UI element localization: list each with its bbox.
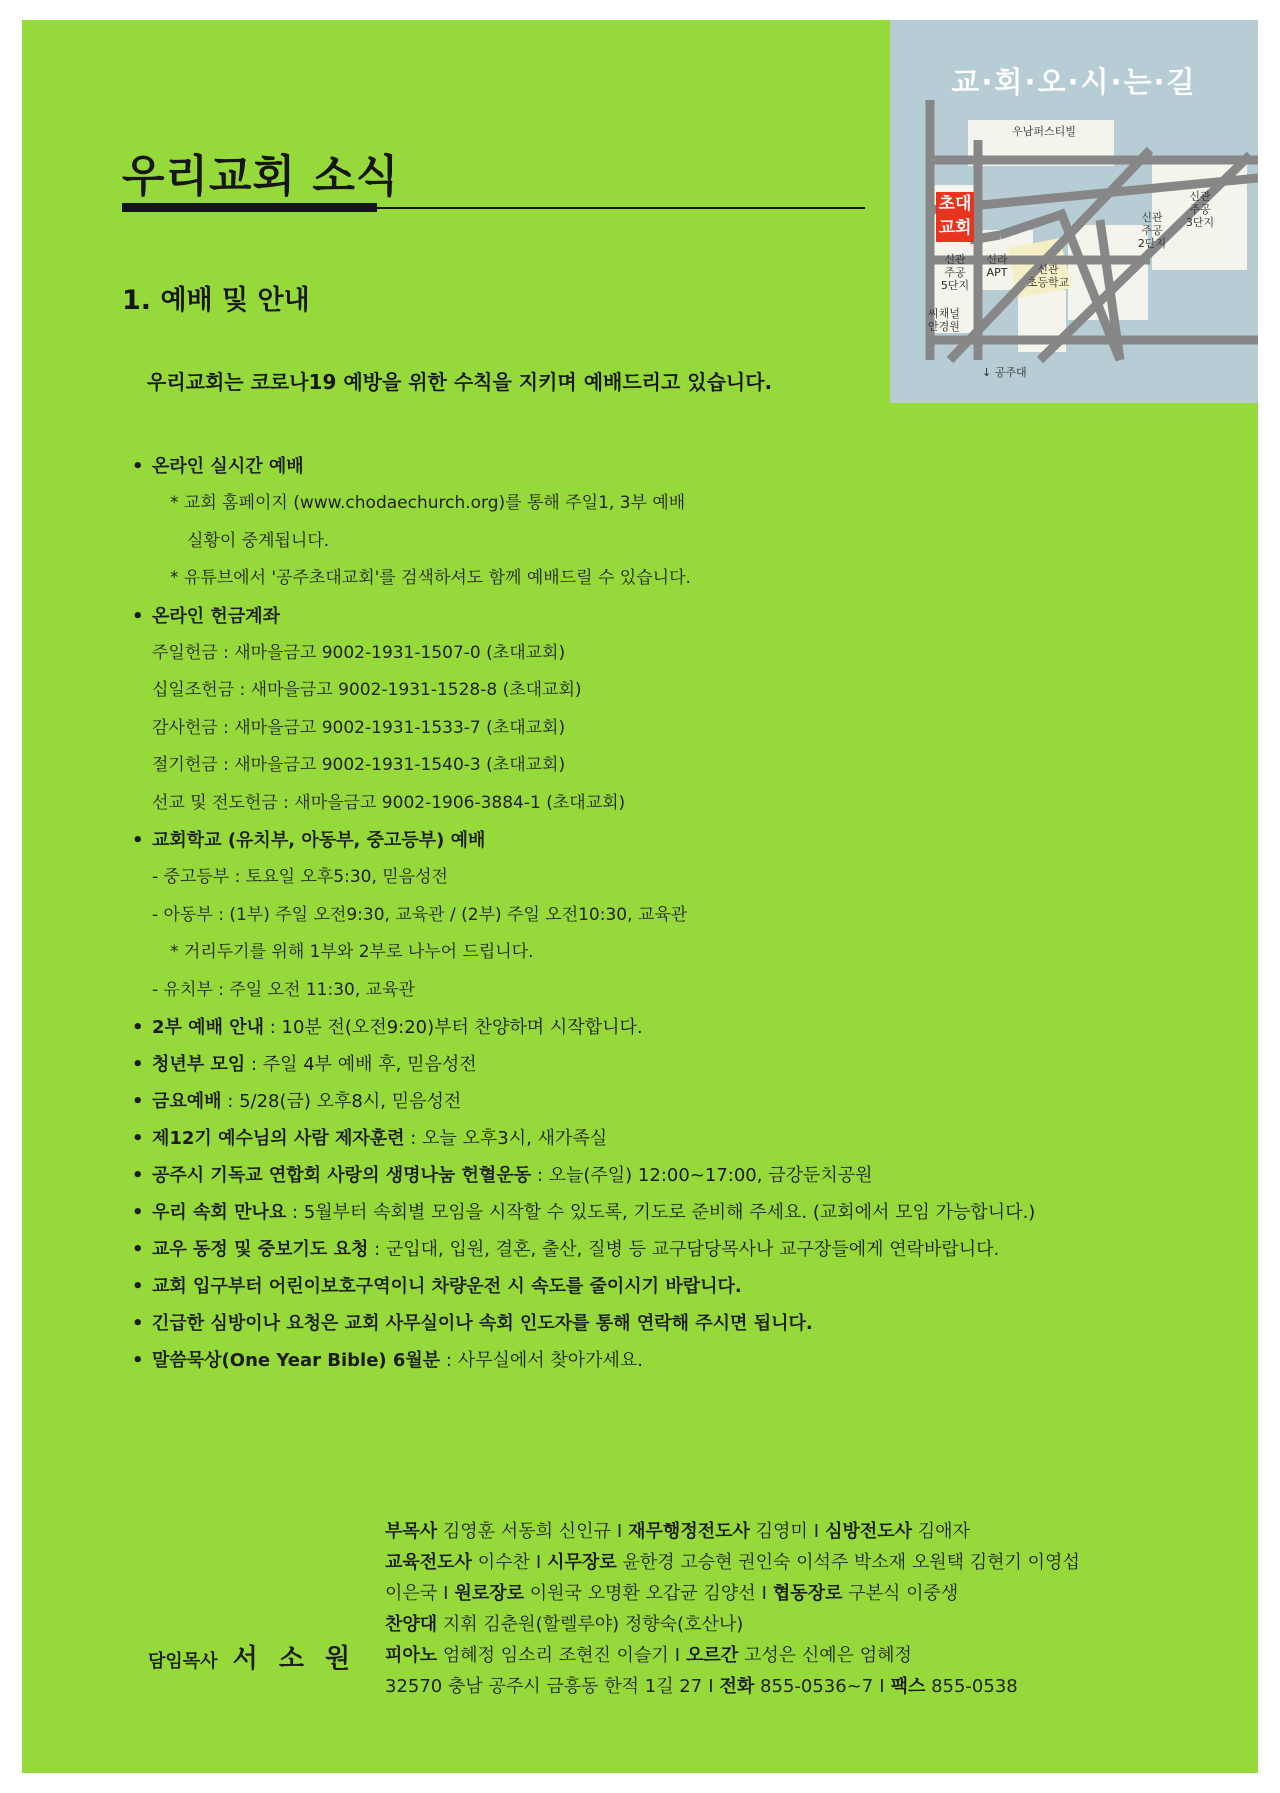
bullet-marker: • xyxy=(132,1202,144,1223)
map-label-line: 주공 xyxy=(1141,224,1163,237)
directions-map xyxy=(890,20,1258,403)
notice-detail-line: 주일헌금 : 새마을금고 9002-1931-1507-0 (초대교회) xyxy=(152,642,566,663)
staff-role: 시무장로 xyxy=(547,1552,617,1573)
map-label-line: APT xyxy=(986,266,1008,279)
bullet-marker: • xyxy=(132,605,144,627)
notice-item xyxy=(132,1268,1092,1305)
notice-title: 온라인 실시간 예배 xyxy=(152,456,304,477)
map-label-jugong3 xyxy=(1180,190,1220,229)
staff-role: 찬양대 xyxy=(385,1614,438,1635)
map-label-line: 안경원 xyxy=(928,320,960,333)
separator: I xyxy=(616,1521,623,1542)
bullet-marker: • xyxy=(132,1054,144,1075)
notice-text: : 5/28(금) 오후8시, 믿음성전 xyxy=(221,1091,462,1112)
notice-text: : 5월부터 속회별 모임을 시작할 수 있도록, 기도로 준비해 주세요. (교회에서 모임 가능합니다.) xyxy=(286,1202,1036,1223)
notice-detail-line: 절기헌금 : 새마을금고 9002-1931-1540-3 (초대교회) xyxy=(152,755,566,775)
notice-detail-line: - 아동부 : (1부) 주일 오전9:30, 교육관 / (2부) 주일 오전10:30, 교육관 xyxy=(152,904,688,925)
map-label-line: 3단지 xyxy=(1185,216,1215,229)
staff-line xyxy=(385,1609,1245,1640)
separator: I xyxy=(813,1521,820,1542)
staff-names: 32570 충남 공주시 금흥동 한적 1길 27 xyxy=(385,1676,703,1697)
notice-text: : 주일 4부 예배 후, 믿음성전 xyxy=(245,1054,477,1075)
staff-role: 부목사 xyxy=(385,1521,438,1542)
notice-title: 긴급한 심방이나 요청은 교회 사무실이나 속회 인도자를 통해 연락해 주시면 됩니다. xyxy=(152,1313,813,1334)
notice-detail-line: 감사헌금 : 새마을금고 9002-1931-1533-7 (초대교회) xyxy=(152,717,566,738)
map-label-line: 주공 xyxy=(944,266,966,279)
notice-list xyxy=(132,448,1092,1379)
notice-text: : 사무실에서 찾아가세요. xyxy=(440,1350,644,1371)
separator: I xyxy=(761,1583,767,1604)
notice-title: 교회학교 (유치부, 아동부, 중고등부) 예배 xyxy=(152,830,486,851)
notice-text: : 오늘(주일) 12:00~17:00, 금강둔치공원 xyxy=(531,1165,873,1186)
notice-item xyxy=(132,1231,1092,1268)
church-marker-line: 초대 xyxy=(938,194,972,214)
notice-item xyxy=(132,1342,1092,1379)
title-rule xyxy=(377,207,865,209)
notice-detail-line: 십일조헌금 : 새마을금고 9002-1931-1528-8 (초대교회) xyxy=(152,680,582,700)
staff-line xyxy=(385,1516,1245,1547)
bullet-marker: • xyxy=(132,1091,144,1112)
map-label-line: 2단지 xyxy=(1137,237,1167,250)
notice-item xyxy=(132,1120,1092,1157)
map-label-line: 주공 xyxy=(1189,203,1211,216)
notice-item xyxy=(132,598,1092,823)
notice-item xyxy=(132,448,1092,598)
map-label-jugong5 xyxy=(936,253,974,292)
bullet-marker: • xyxy=(132,1276,144,1297)
staff-role: 교육전도사 xyxy=(385,1552,472,1573)
map-label-line: 신관 xyxy=(1037,263,1059,276)
page-title: 우리교회 소식 xyxy=(122,151,400,202)
staff-line xyxy=(385,1578,1245,1609)
notice-item xyxy=(132,1009,1092,1046)
notice-item xyxy=(132,1046,1092,1083)
staff-names: 구본식 이중생 xyxy=(848,1583,959,1604)
pastor-label: 담임목사 xyxy=(148,1651,218,1672)
notice-item xyxy=(132,1194,1092,1231)
staff-role: 재무행정전도사 xyxy=(628,1521,750,1542)
notice-text: : 오늘 오후3시, 새가족실 xyxy=(404,1128,608,1149)
notice-title: 교회 입구부터 어린이보호구역이니 차량운전 시 속도를 줄이시기 바랍니다. xyxy=(152,1276,742,1297)
notice-detail-line: 선교 및 전도헌금 : 새마을금고 9002-1906-3884-1 (초대교회) xyxy=(152,792,626,813)
bullet-marker: • xyxy=(132,1128,144,1149)
staff-role: 심방전도사 xyxy=(825,1521,913,1542)
map-label-line: 신라 xyxy=(986,253,1008,266)
separator: I xyxy=(443,1583,449,1604)
map-label-line: 신관 xyxy=(1189,190,1211,203)
staff-line xyxy=(385,1547,1245,1578)
map-label-festival: 우남퍼스티빌 xyxy=(1012,125,1076,138)
map-label-line: 신관 xyxy=(944,253,966,266)
staff-line xyxy=(385,1671,1245,1702)
notice-detail-line: - 중고등부 : 토요일 오후5:30, 믿음성전 xyxy=(152,867,448,887)
map-road xyxy=(970,235,1000,240)
intro-text: 우리교회는 코로나19 예방을 위한 수칙을 지키며 예배드리고 있습니다. xyxy=(147,370,773,394)
notice-title: 말씀묵상(One Year Bible) 6월분 xyxy=(152,1350,441,1371)
staff-names: 엄혜정 임소리 조현진 이슬기 xyxy=(442,1645,669,1666)
notice-detail-line: * 교회 홈페이지 (www.chodaechurch.org)를 통해 주일1, 3부 예배 xyxy=(170,493,686,513)
staff-role: 협동장로 xyxy=(772,1583,843,1604)
staff-role: 팩스 xyxy=(890,1676,926,1697)
bullet-marker: • xyxy=(132,1165,144,1186)
staff-role: 오르간 xyxy=(686,1645,739,1666)
separator: I xyxy=(879,1676,885,1697)
notice-title: 청년부 모임 xyxy=(152,1054,246,1075)
notice-text: : 군입대, 입원, 결혼, 출산, 질병 등 교구담당목사나 교구장들에게 연락바랍니다. xyxy=(368,1239,1000,1260)
staff-names: 855-0538 xyxy=(931,1676,1018,1697)
map-label-school xyxy=(1018,263,1078,289)
map-label-line: 씨채널 xyxy=(928,307,960,320)
separator: I xyxy=(708,1676,714,1697)
bullet-marker: • xyxy=(132,1350,144,1371)
church-marker-line: 교회 xyxy=(938,218,972,238)
separator: I xyxy=(535,1552,542,1573)
staff-names: 이은국 xyxy=(385,1583,438,1604)
map-title: 교·회·오·시·는·길 xyxy=(951,65,1197,99)
staff-role: 전화 xyxy=(719,1676,755,1697)
notice-title: 공주시 기독교 연합회 사랑의 생명나눔 헌혈운동 xyxy=(152,1165,532,1186)
staff-names: 이원국 오명환 오갑균 김양선 xyxy=(529,1583,756,1604)
church-staff-info xyxy=(385,1516,1245,1702)
section-heading: 1. 예배 및 안내 xyxy=(122,285,310,316)
bullet-marker: • xyxy=(132,1017,144,1038)
notice-item xyxy=(132,822,1092,1009)
staff-names: 855-0536~7 xyxy=(760,1676,874,1697)
notice-detail-line: * 거리두기를 위해 1부와 2부로 나누어 드립니다. xyxy=(170,942,534,962)
staff-names: 지휘 김춘원(할렐루야) 정향숙(호산나) xyxy=(442,1614,744,1635)
bullet-marker: • xyxy=(132,1313,144,1334)
staff-names: 김애자 xyxy=(917,1521,970,1542)
staff-names: 윤한경 고승현 권인숙 이석주 박소재 오원택 김현기 이영섭 xyxy=(622,1552,1080,1573)
senior-pastor xyxy=(148,1638,356,1675)
bullet-marker: • xyxy=(132,1239,144,1260)
notice-item xyxy=(132,1157,1092,1194)
map-label-silla xyxy=(980,253,1014,279)
notice-detail-line: 실황이 중계됩니다. xyxy=(187,530,330,551)
staff-role: 피아노 xyxy=(385,1645,438,1666)
map-label-ssichaenel xyxy=(920,307,968,333)
staff-names: 김영미 xyxy=(755,1521,808,1542)
bullet-marker: • xyxy=(132,456,144,477)
map-label-jugong2 xyxy=(1132,211,1172,250)
map-label-line: 초등학교 xyxy=(1026,276,1070,289)
church-marker xyxy=(936,192,974,242)
staff-names: 고성은 신예은 엄혜정 xyxy=(743,1645,912,1666)
notice-title: 금요예배 xyxy=(152,1091,222,1112)
bullet-marker: • xyxy=(132,830,144,851)
title-underline xyxy=(122,203,377,212)
notice-item xyxy=(132,1083,1092,1120)
notice-item xyxy=(132,1305,1092,1342)
staff-names: 김영훈 서동희 신인규 xyxy=(442,1521,611,1542)
map-label-line: 5단지 xyxy=(940,279,970,292)
staff-names: 이수찬 xyxy=(477,1552,530,1573)
map-label-kongju: ↓ 공주대 xyxy=(982,366,1027,379)
map-label-line: 신관 xyxy=(1141,211,1163,224)
notice-title: 우리 속회 만나요 xyxy=(152,1202,287,1223)
notice-title: 2부 예배 안내 xyxy=(152,1017,264,1038)
staff-line xyxy=(385,1640,1245,1671)
notice-title: 온라인 헌금계좌 xyxy=(152,605,280,627)
separator: I xyxy=(674,1645,681,1666)
notice-detail-line: - 유치부 : 주일 오전 11:30, 교육관 xyxy=(152,979,415,1000)
notice-title: 교우 동정 및 중보기도 요청 xyxy=(152,1239,369,1260)
notice-text: : 10분 전(오전9:20)부터 찬양하며 시작합니다. xyxy=(264,1017,643,1038)
staff-role: 원로장로 xyxy=(454,1583,525,1604)
notice-title: 제12기 예수님의 사람 제자훈련 xyxy=(152,1128,405,1149)
pastor-name: 서 소 원 xyxy=(232,1644,357,1674)
notice-detail-line: * 유튜브에서 '공주초대교회'를 검색하셔도 함께 예배드릴 수 있습니다. xyxy=(170,568,691,588)
